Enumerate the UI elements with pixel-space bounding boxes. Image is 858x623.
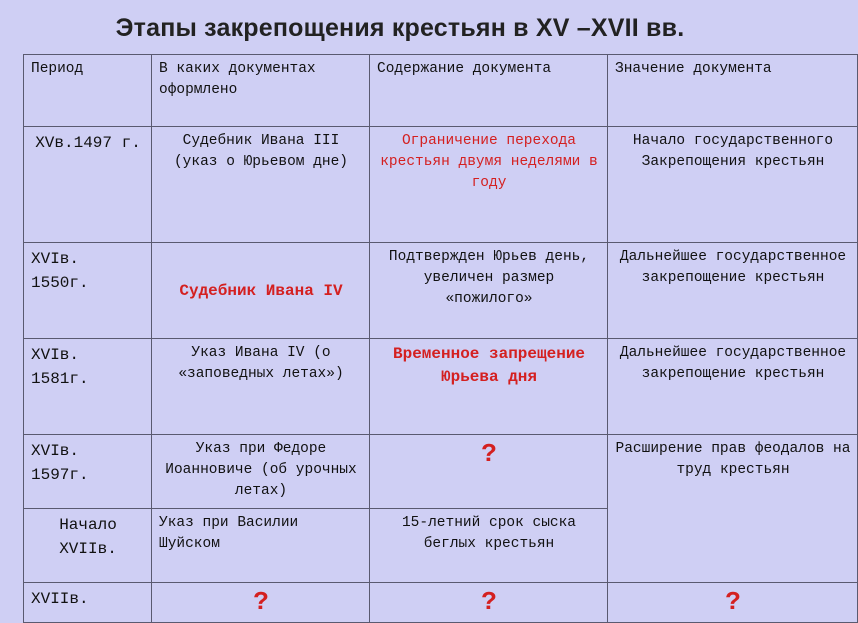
header-documents: В каких документах оформлено [152,55,370,127]
cell-document: Указ при Федоре Иоанновиче (об урочных летах) [152,435,370,509]
cell-document: Указ при Василии Шуйском [152,509,370,583]
header-content: Содержание документа [370,55,608,127]
table-row [24,127,858,243]
table-row [24,243,858,339]
header-meaning: Значение документа [608,55,858,127]
table-header-row [24,55,858,127]
cell-document: ? [152,583,370,623]
table-row [24,583,858,623]
cell-period: Начало XVIIв. [24,509,152,583]
cell-document: Судебник Ивана IV [152,243,370,339]
cell-period: XVIв. 1550г. [24,243,152,339]
page-title: Этапы закрепощения крестьян в XV –XVII вв. [115,14,685,42]
table-row [24,435,858,509]
cell-meaning: Дальнейшее государственное закрепощение крестьян [608,243,858,339]
cell-period: XVIIв. [24,583,152,623]
cell-document: Указ Ивана IV (о «заповедных летах») [152,339,370,435]
cell-meaning: Расширение прав феодалов на труд крестьян [608,435,858,583]
serfdom-stages-table [23,54,858,623]
cell-content: Ограничение перехода крестьян двумя неделями в году [370,127,608,243]
cell-content: ? [370,435,608,509]
cell-content: Подтвержден Юрьев день, увеличен размер «пожилого» [370,243,608,339]
cell-content: 15-летний срок сыска беглых крестьян [370,509,608,583]
cell-content: Временное запрещение Юрьева дня [370,339,608,435]
cell-meaning: Начало государственного Закрепощения крестьян [608,127,858,243]
cell-period: XVв.1497 г. [24,127,152,243]
cell-period: XVIв. 1597г. [24,435,152,509]
cell-meaning: Дальнейшее государственное закрепощение крестьян [608,339,858,435]
header-period: Период [24,55,152,127]
cell-content: ? [370,583,608,623]
cell-document: Судебник Ивана III (указ о Юрьевом дне) [152,127,370,243]
cell-meaning: ? [608,583,858,623]
cell-period: XVIв. 1581г. [24,339,152,435]
table-row [24,339,858,435]
